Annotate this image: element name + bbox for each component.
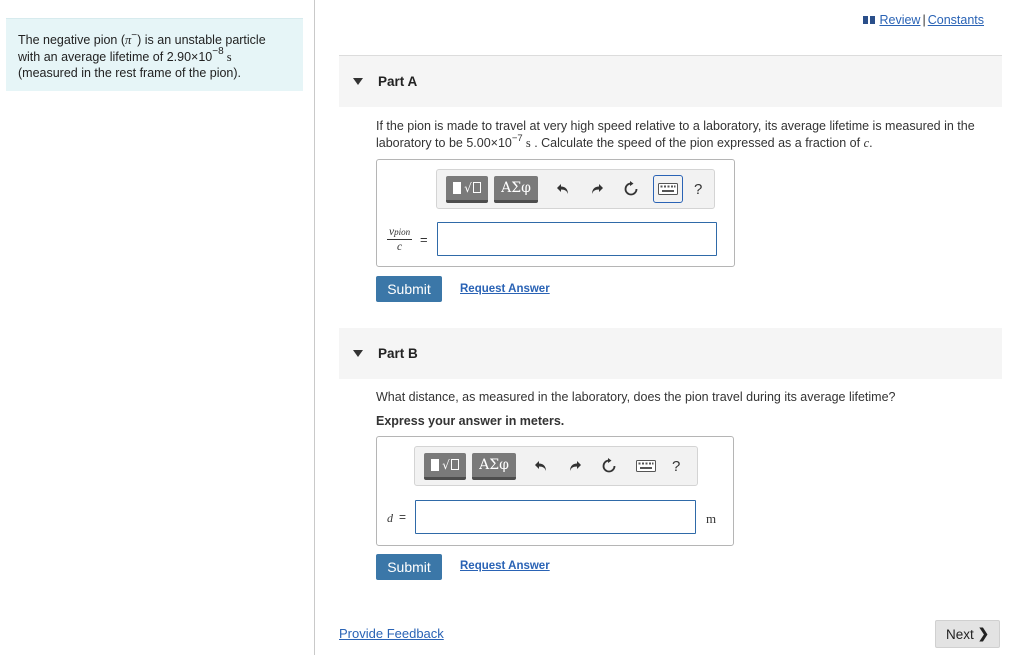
redo-icon[interactable]: [564, 455, 586, 477]
undo-icon[interactable]: [530, 455, 552, 477]
keyboard-icon[interactable]: [631, 452, 661, 480]
book-icon: [863, 16, 875, 24]
review-link[interactable]: Review: [879, 13, 921, 27]
provide-feedback-link[interactable]: Provide Feedback: [339, 626, 444, 641]
templates-button[interactable]: √: [446, 176, 488, 203]
equals-sign: =: [420, 232, 428, 247]
next-button[interactable]: Next ❯: [935, 620, 1000, 648]
part-b-submit-button[interactable]: Submit: [376, 554, 442, 580]
part-b-answer-box: [376, 436, 734, 546]
part-a-answer-input[interactable]: [437, 222, 717, 256]
part-b-question: What distance, as measured in the laboratory, does the pion travel during its average lifetime? Express your answer in meters.: [376, 390, 896, 428]
undo-icon[interactable]: [552, 178, 574, 200]
constants-link[interactable]: Constants: [927, 13, 984, 27]
part-b-header[interactable]: [339, 328, 1002, 379]
part-b-answer-input[interactable]: [415, 500, 696, 534]
problem-line-1: The negative pion (π−) is an unstable particle: [18, 29, 266, 47]
top-links: [863, 13, 984, 27]
reset-icon[interactable]: [620, 178, 642, 200]
part-b-request-answer-link[interactable]: Request Answer: [460, 560, 550, 572]
help-icon[interactable]: ?: [672, 457, 681, 475]
part-a-title: Part A: [378, 74, 418, 89]
keyboard-icon[interactable]: [653, 175, 683, 203]
templates-button[interactable]: √: [424, 453, 466, 480]
problem-statement: [6, 18, 303, 91]
greek-symbols-button[interactable]: ΑΣφ: [494, 176, 538, 203]
panel-divider: [314, 0, 315, 655]
part-b-math-toolbar: [414, 446, 698, 486]
help-icon[interactable]: ?: [694, 180, 703, 198]
caret-down-icon: [353, 78, 363, 85]
problem-line-2: with an average lifetime of $2.90\times 10^{-8}$ s: [18, 46, 232, 64]
part-a-answer-box: [376, 159, 735, 267]
part-a-question: If the pion is made to travel at very high speed relative to a laboratory, its average lifetime is measured in the laboratory to be $5.00\times 10^{-7}$ s . Calculate the speed of the pion expressed as a fraction of c.: [376, 119, 975, 150]
lhs-variable: d: [387, 511, 393, 525]
part-a-submit-button[interactable]: Submit: [376, 276, 442, 302]
lhs-fraction: vpion c: [389, 226, 411, 253]
unit-label: m: [706, 511, 717, 526]
part-a-header[interactable]: [339, 56, 1002, 107]
link-separator: |: [922, 13, 926, 27]
redo-icon[interactable]: [586, 178, 608, 200]
problem-line-3: (measured in the rest frame of the pion).: [18, 66, 242, 80]
part-a-math-toolbar: [436, 169, 715, 209]
greek-symbols-button[interactable]: ΑΣφ: [472, 453, 516, 480]
part-b-title: Part B: [378, 346, 418, 361]
caret-down-icon: [353, 350, 363, 357]
reset-icon[interactable]: [598, 455, 620, 477]
chevron-right-icon: ❯: [977, 626, 990, 641]
equals-sign: =: [399, 510, 407, 524]
part-a-request-answer-link[interactable]: Request Answer: [460, 283, 550, 295]
